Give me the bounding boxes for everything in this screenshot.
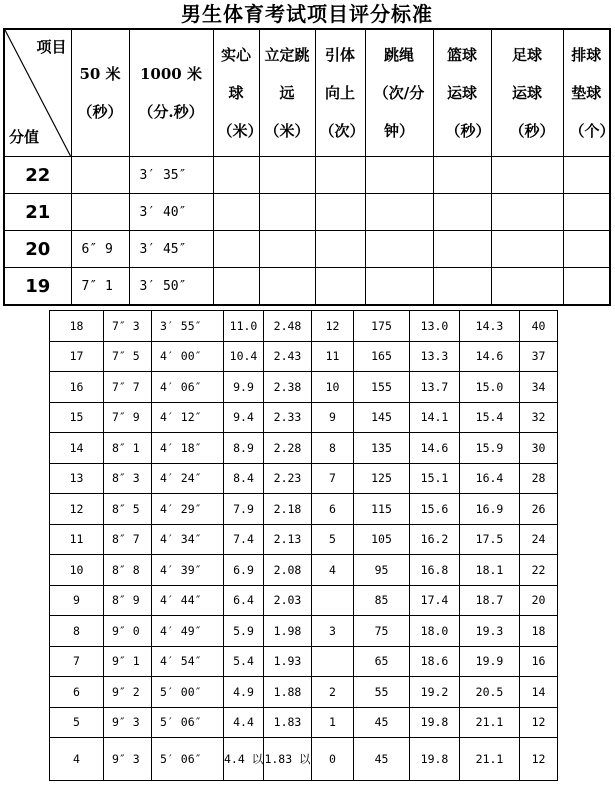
cell: 11.0 [224, 311, 264, 342]
cell: 45 [354, 707, 410, 738]
cell: 18.0 [410, 616, 460, 647]
cell: 125 [354, 463, 410, 494]
cell: 8″ 7 [104, 524, 152, 555]
cell [315, 231, 365, 268]
cell [315, 194, 365, 231]
score-cell: 21 [4, 194, 71, 231]
cell: 20.5 [460, 677, 520, 708]
cell: 6.9 [224, 555, 264, 586]
cell [563, 157, 610, 194]
cell: 13.3 [410, 341, 460, 372]
cell: 95 [354, 555, 410, 586]
cell: 7″ 7 [104, 372, 152, 403]
table-row [50, 341, 558, 372]
cell [213, 157, 259, 194]
cell [213, 268, 259, 306]
table-row [50, 555, 558, 586]
cell: 18 [520, 616, 558, 647]
cell: 6 [312, 494, 354, 525]
table-row [4, 194, 610, 231]
cell: 1.93 [264, 646, 312, 677]
cell: 4.4 以 [224, 738, 264, 781]
cell: 2.33 [264, 402, 312, 433]
cell: 15.9 [460, 433, 520, 464]
score-header-table [3, 28, 615, 306]
cell [491, 231, 563, 268]
page-title: 男生体育考试项目评分标准 [181, 2, 433, 26]
cell: 10 [312, 372, 354, 403]
cell: 1.83 以 [264, 738, 312, 781]
table-row [50, 372, 558, 403]
cell: 1.83 [264, 707, 312, 738]
cell: 4.9 [224, 677, 264, 708]
table-row [4, 231, 610, 268]
cell: 19.2 [410, 677, 460, 708]
cell: 9.9 [224, 372, 264, 403]
cell: 34 [520, 372, 558, 403]
score-cell: 12 [50, 494, 104, 525]
column-header: 篮球运球（秒） [433, 29, 491, 157]
table-row [4, 157, 610, 194]
cell: 4.4 [224, 707, 264, 738]
cell: 65 [354, 646, 410, 677]
score-cell: 16 [50, 372, 104, 403]
table-row [50, 677, 558, 708]
cell [315, 268, 365, 306]
cell: 9″ 1 [104, 646, 152, 677]
cell: 2.38 [264, 372, 312, 403]
cell: 15.1 [410, 463, 460, 494]
column-header: 50 米（秒） [71, 29, 129, 157]
cell: 7.9 [224, 494, 264, 525]
cell: 3′ 35″ [129, 157, 213, 194]
cell: 2.13 [264, 524, 312, 555]
score-detail-table [49, 310, 558, 781]
table-row [50, 463, 558, 494]
score-cell: 4 [50, 738, 104, 781]
cell: 8 [312, 433, 354, 464]
cell: 4′ 00″ [152, 341, 224, 372]
cell: 8″ 5 [104, 494, 152, 525]
cell: 19.8 [410, 707, 460, 738]
cell: 15.4 [460, 402, 520, 433]
cell: 5′ 06″ [152, 707, 224, 738]
cell [563, 194, 610, 231]
cell: 40 [520, 311, 558, 342]
cell: 9 [312, 402, 354, 433]
cell: 14.1 [410, 402, 460, 433]
table-row [50, 738, 558, 781]
cell: 9.4 [224, 402, 264, 433]
cell: 9″ 2 [104, 677, 152, 708]
cell: 7 [312, 463, 354, 494]
cell: 21.1 [460, 738, 520, 781]
cell: 4′ 29″ [152, 494, 224, 525]
cell [433, 157, 491, 194]
cell: 32 [520, 402, 558, 433]
table-row [50, 585, 558, 616]
cell: 26 [520, 494, 558, 525]
table-row [50, 524, 558, 555]
cell: 16.4 [460, 463, 520, 494]
cell: 7″ 9 [104, 402, 152, 433]
cell: 145 [354, 402, 410, 433]
cell: 8.4 [224, 463, 264, 494]
cell: 4′ 44″ [152, 585, 224, 616]
cell: 12 [520, 707, 558, 738]
column-header: 实心球（米） [213, 29, 259, 157]
cell: 3′ 50″ [129, 268, 213, 306]
cell: 18.1 [460, 555, 520, 586]
cell [259, 194, 315, 231]
cell: 16.2 [410, 524, 460, 555]
cell: 4′ 24″ [152, 463, 224, 494]
score-cell: 13 [50, 463, 104, 494]
cell: 5′ 00″ [152, 677, 224, 708]
cell: 2.03 [264, 585, 312, 616]
score-cell: 6 [50, 677, 104, 708]
cell: 22 [520, 555, 558, 586]
cell: 135 [354, 433, 410, 464]
cell: 9″ 0 [104, 616, 152, 647]
cell [365, 157, 433, 194]
table-row [50, 646, 558, 677]
cell: 85 [354, 585, 410, 616]
score-cell: 7 [50, 646, 104, 677]
cell [71, 157, 129, 194]
cell [563, 268, 610, 306]
cell: 15.6 [410, 494, 460, 525]
cell: 16.9 [460, 494, 520, 525]
cell: 8″ 9 [104, 585, 152, 616]
cell [312, 585, 354, 616]
cell: 155 [354, 372, 410, 403]
cell [259, 268, 315, 306]
cell [433, 194, 491, 231]
cell [365, 194, 433, 231]
cell: 7″ 3 [104, 311, 152, 342]
cell: 1.88 [264, 677, 312, 708]
cell: 12 [312, 311, 354, 342]
cell: 19.3 [460, 616, 520, 647]
cell: 7″ 5 [104, 341, 152, 372]
cell: 37 [520, 341, 558, 372]
cell: 2.48 [264, 311, 312, 342]
cell: 8″ 8 [104, 555, 152, 586]
score-cell: 20 [4, 231, 71, 268]
header-row [4, 29, 610, 157]
cell: 1 [312, 707, 354, 738]
cell: 21.1 [460, 707, 520, 738]
cell: 4′ 49″ [152, 616, 224, 647]
score-cell: 22 [4, 157, 71, 194]
cell: 18.6 [410, 646, 460, 677]
cell [491, 194, 563, 231]
cell: 115 [354, 494, 410, 525]
cell [312, 646, 354, 677]
table-row [50, 494, 558, 525]
score-cell: 5 [50, 707, 104, 738]
cell: 2.23 [264, 463, 312, 494]
cell: 2.28 [264, 433, 312, 464]
cell: 4′ 06″ [152, 372, 224, 403]
cell: 8″ 1 [104, 433, 152, 464]
cell: 8.9 [224, 433, 264, 464]
cell: 6″ 9 [71, 231, 129, 268]
cell: 2.43 [264, 341, 312, 372]
score-cell: 11 [50, 524, 104, 555]
cell: 45 [354, 738, 410, 781]
cell: 8″ 3 [104, 463, 152, 494]
item-label: 项目 [36, 38, 67, 56]
cell: 28 [520, 463, 558, 494]
cell: 3′ 55″ [152, 311, 224, 342]
cell: 2.18 [264, 494, 312, 525]
cell: 5.9 [224, 616, 264, 647]
cell: 13.7 [410, 372, 460, 403]
cell [71, 194, 129, 231]
cell: 17.4 [410, 585, 460, 616]
cell: 165 [354, 341, 410, 372]
cell: 19.9 [460, 646, 520, 677]
cell: 4′ 54″ [152, 646, 224, 677]
cell: 2.08 [264, 555, 312, 586]
cell: 1.98 [264, 616, 312, 647]
score-detail-body [50, 311, 558, 781]
cell: 16 [520, 646, 558, 677]
cell: 14.6 [460, 341, 520, 372]
cell: 4′ 18″ [152, 433, 224, 464]
cell [433, 231, 491, 268]
cell: 4′ 34″ [152, 524, 224, 555]
cell: 14.6 [410, 433, 460, 464]
cell [259, 157, 315, 194]
cell: 175 [354, 311, 410, 342]
cell: 55 [354, 677, 410, 708]
table-row [50, 311, 558, 342]
cell: 14.3 [460, 311, 520, 342]
score-cell: 10 [50, 555, 104, 586]
cell: 10.4 [224, 341, 264, 372]
cell [365, 231, 433, 268]
cell: 7.4 [224, 524, 264, 555]
cell: 2 [312, 677, 354, 708]
column-header: 1000 米（分.秒） [129, 29, 213, 157]
cell: 0 [312, 738, 354, 781]
score-cell: 8 [50, 616, 104, 647]
cell: 14 [520, 677, 558, 708]
cell: 24 [520, 524, 558, 555]
table-row [50, 616, 558, 647]
cell: 4′ 39″ [152, 555, 224, 586]
cell: 4′ 12″ [152, 402, 224, 433]
column-header: 足球运球（秒） [491, 29, 563, 157]
cell: 5′ 06″ [152, 738, 224, 781]
cell [491, 268, 563, 306]
cell [433, 268, 491, 306]
cell: 13.0 [410, 311, 460, 342]
cell: 9″ 3 [104, 707, 152, 738]
cell: 5.4 [224, 646, 264, 677]
score-cell: 19 [4, 268, 71, 306]
score-cell: 15 [50, 402, 104, 433]
table-row [50, 433, 558, 464]
score-cell: 9 [50, 585, 104, 616]
cell: 18.7 [460, 585, 520, 616]
table-row [50, 402, 558, 433]
cell: 3′ 45″ [129, 231, 213, 268]
cell: 17.5 [460, 524, 520, 555]
cell: 6.4 [224, 585, 264, 616]
column-header: 排球垫球（个） [563, 29, 610, 157]
cell [563, 231, 610, 268]
cell: 105 [354, 524, 410, 555]
cell [259, 231, 315, 268]
score-cell: 17 [50, 341, 104, 372]
score-label: 分值 [9, 128, 40, 146]
score-cell: 14 [50, 433, 104, 464]
column-header: 引体向上（次） [315, 29, 365, 157]
cell: 20 [520, 585, 558, 616]
cell [213, 194, 259, 231]
diagonal-header-cell [4, 29, 71, 157]
column-header: 立定跳远（米） [259, 29, 315, 157]
cell: 15.0 [460, 372, 520, 403]
table-row [4, 268, 610, 306]
cell: 7″ 1 [71, 268, 129, 306]
cell: 16.8 [410, 555, 460, 586]
cell: 11 [312, 341, 354, 372]
cell: 19.8 [410, 738, 460, 781]
cell: 9″ 3 [104, 738, 152, 781]
cell [213, 231, 259, 268]
score-cell: 18 [50, 311, 104, 342]
cell: 4 [312, 555, 354, 586]
table-row [50, 707, 558, 738]
cell [491, 157, 563, 194]
cell: 3 [312, 616, 354, 647]
column-header: 跳绳（次/分钟） [365, 29, 433, 157]
cell: 75 [354, 616, 410, 647]
cell: 12 [520, 738, 558, 781]
cell [365, 268, 433, 306]
cell: 5 [312, 524, 354, 555]
cell: 3′ 40″ [129, 194, 213, 231]
cell [315, 157, 365, 194]
cell: 30 [520, 433, 558, 464]
